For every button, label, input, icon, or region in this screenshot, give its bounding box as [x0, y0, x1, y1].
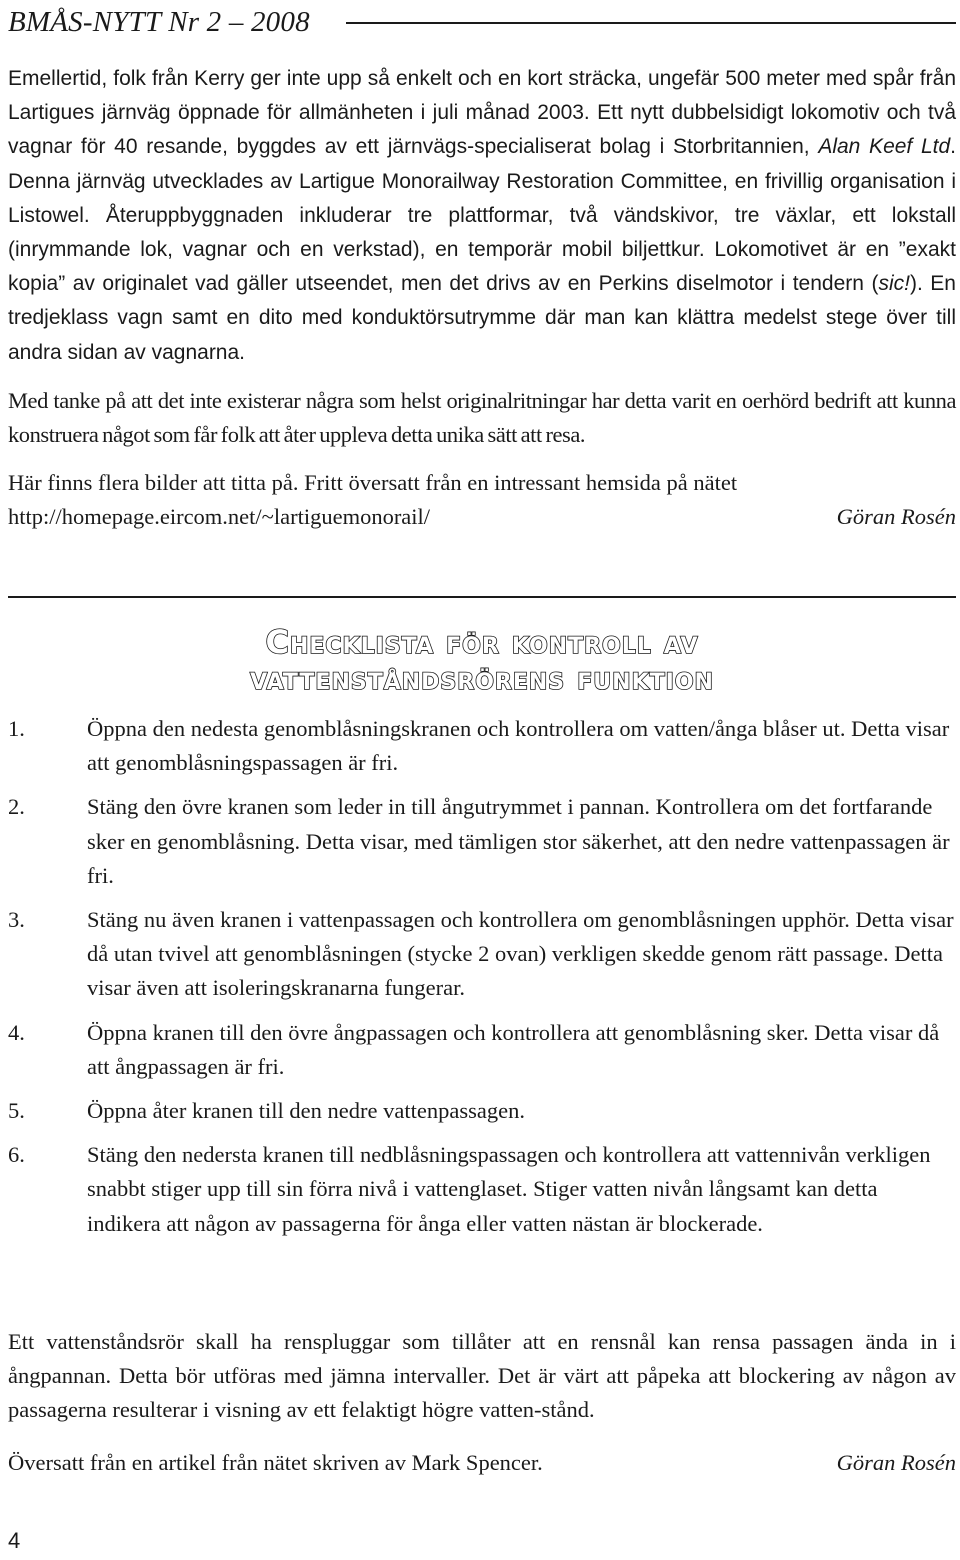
- checklist-item: [8, 790, 956, 893]
- header-rule: [346, 22, 956, 24]
- item-number: 4.: [8, 1019, 25, 1045]
- company-name: Alan Keef Ltd: [818, 135, 951, 159]
- item-text: Stäng den övre kranen som leder in till ångutrymmet i pannan. Kontrollera om det fortfarande sker en genomblåsning. Detta visar, med tämligen stor säkerhet, att den nedre vattenpassagen är fri.: [87, 794, 950, 888]
- item-text: Öppna den nedesta genomblåsningskranen och kontrollera om vatten/ånga blåser ut. Detta visar att genomblåsningspassagen är fri.: [87, 716, 950, 776]
- author-signature: Göran Rosén: [836, 504, 956, 530]
- article-paragraph-1: [8, 62, 956, 370]
- paragraph-1-part-c: ). En tredjeklass vagn samt en dito med konduktörsutrymme där man kan klättra medelst stege över till andra sidan av vagnarna.: [8, 272, 956, 364]
- item-text: Stäng den nedersta kranen till nedblåsningspassagen och kontrollera att vattennivån verkligen snabbt stiger upp till sin förra nivå i vattenglaset. Stiger vatten nivån långsamt kan detta indikera att någon av passagerna för ånga eller vatten nästan är blockerade.: [87, 1142, 931, 1236]
- item-number: 5.: [8, 1098, 25, 1124]
- article-paragraph-3: [8, 466, 956, 534]
- checklist-item: [8, 1094, 956, 1128]
- article-paragraph-2: Med tanke på att det inte existerar några som helst originalritningar har detta varit en oerhörd bedrift att kunna konstruera något som får folk att åter uppleva detta unika sätt att resa.: [8, 387, 956, 448]
- link-intro-text: Här finns flera bilder att titta på. Fritt översatt från en intressant hemsida på nätet: [8, 470, 738, 496]
- checklist-item: [8, 1138, 956, 1241]
- checklist: [8, 712, 956, 1241]
- credit-line: [8, 1446, 956, 1480]
- paragraph-1-part-a: Emellertid, folk från Kerry ger inte upp så enkelt och en kort sträcka, ungefär 500 meter med spår från Lartigues järnväg öppnade för allmänheten i juli månad 2003. Ett nytt dubbelsidigt lokomotiv och två vagnar för 40 resande, byggdes av ett järnvägs-specialiserat bolag i Storbritannien,: [8, 67, 956, 159]
- checklist-heading-line-2: vattenståndsrörens funktion: [250, 659, 714, 697]
- page-header: [8, 2, 956, 42]
- closing-paragraph: Ett vattenståndsrör skall ha renspluggar som tillåter att en rensnål kan rensa passagen ända in i ångpannan. Detta bör utföras med jämna intervaller. Det är värt att påpeka att blockering av någon av passagerna resulterar i visning av ett felaktigt högre vatten-stånd.: [8, 1329, 956, 1423]
- page-number: 4: [8, 1528, 21, 1553]
- header-title: BMÅS-NYTT Nr 2 – 2008: [8, 5, 310, 38]
- closing-signature: Göran Rosén: [836, 1449, 956, 1475]
- checklist-heading-line-1: Checklista för kontroll av: [265, 623, 699, 661]
- sic-note: sic!: [878, 272, 910, 296]
- item-number: 2.: [8, 794, 25, 820]
- checklist-item: [8, 903, 956, 1006]
- item-number: 6.: [8, 1142, 25, 1168]
- paragraph-1-part-b: . Denna järnväg utvecklades av Lartigue Monorailway Restoration Committee, en frivillig organisation i Listowel. Återuppbyggnaden inkluderar tre plattformar, två vändskivor, tre växlar, ett lokstall (inrymmande lok, vagnar och en verkstad), en temporär mobil biljettkur. Lokomotivet är en ”exakt kopia” av originalet vad gäller utseendet, men det drivs av en Perkins diselmotor i tendern (: [8, 135, 957, 296]
- item-number: 3.: [8, 907, 25, 933]
- item-text: Öppna kranen till den övre ångpassagen och kontrollera att genomblåsning sker. Detta visar då att ångpassagen är fri.: [87, 1019, 940, 1079]
- source-url[interactable]: http://homepage.eircom.net/~lartiguemonorail/: [8, 504, 431, 530]
- translation-credit: Översatt från en artikel från nätet skriven av Mark Spencer.: [8, 1449, 543, 1475]
- item-text: Stäng nu även kranen i vattenpassagen och kontrollera om genomblåsningen upphör. Detta visar då utan tvivel att genomblåsningen (stycke 2 ovan) verkligen skedde genom rätt passage. Detta visar även att isoleringskranarna fungerar.: [87, 907, 954, 1001]
- article-body: [8, 62, 956, 535]
- closing-section: [8, 1325, 956, 1480]
- item-text: Öppna åter kranen till den nedre vattenpassagen.: [87, 1098, 525, 1124]
- checklist-heading: [8, 624, 956, 696]
- item-number: 1.: [8, 716, 25, 741]
- checklist-item: [8, 1016, 956, 1084]
- checklist-item: [8, 712, 956, 780]
- section-divider: [8, 596, 956, 598]
